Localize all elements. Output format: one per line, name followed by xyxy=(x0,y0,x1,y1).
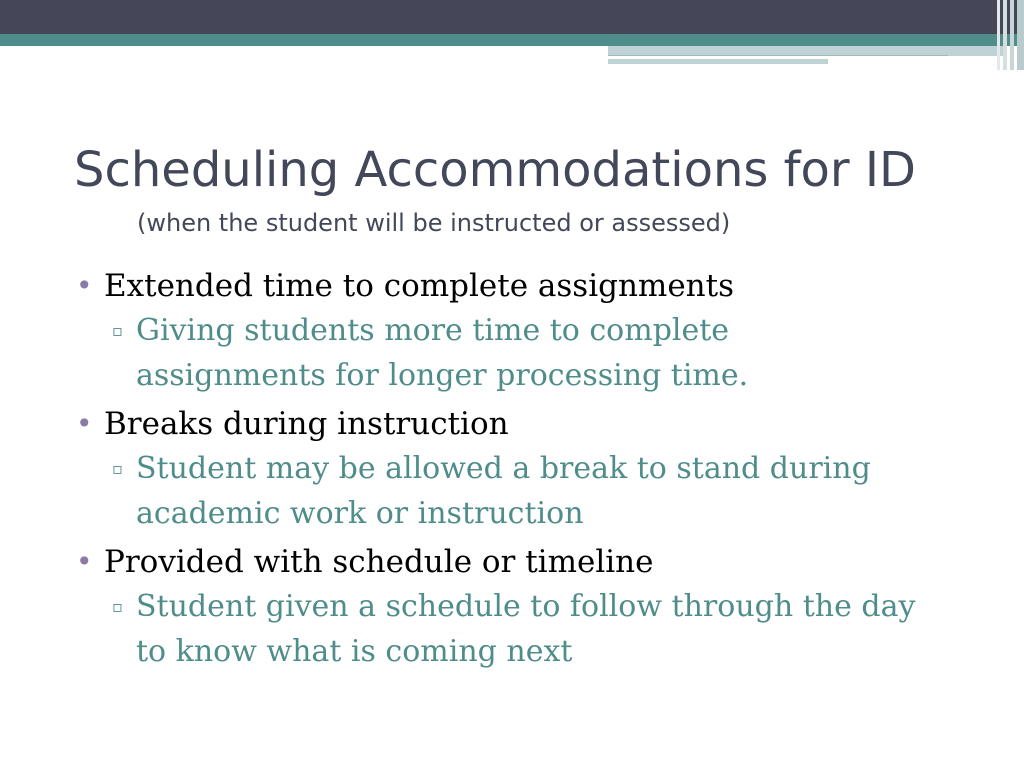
sub-bullet-line: Giving students more time to complete xyxy=(136,313,730,348)
sub-bullet-item xyxy=(74,584,994,674)
corner-stripes xyxy=(994,0,1024,70)
bullet-text: Provided with schedule or timeline xyxy=(104,544,654,580)
stripe xyxy=(1017,0,1024,70)
slide-title: Scheduling Accommodations for ID xyxy=(74,142,917,198)
top-light-bar-short xyxy=(608,59,828,64)
bullet-item xyxy=(74,264,994,308)
bullet-dot-icon: • xyxy=(76,407,93,440)
sub-bullet-line: Student may be allowed a break to stand during xyxy=(136,451,871,486)
sub-bullet-item xyxy=(74,308,994,398)
top-dark-bar xyxy=(0,0,1024,34)
top-teal-bar xyxy=(0,34,1024,46)
sub-bullet-line: to know what is coming next xyxy=(136,634,573,669)
sub-bullet-line: assignments for longer processing time. xyxy=(136,358,749,393)
top-accent-line xyxy=(608,55,948,56)
stripe xyxy=(997,0,1000,70)
stripe xyxy=(1003,0,1006,70)
sub-bullet-item xyxy=(74,446,994,536)
stripe xyxy=(1010,0,1014,70)
bullet-item xyxy=(74,402,994,446)
slide-subtitle: (when the student will be instructed or assessed) xyxy=(137,209,731,237)
sub-bullet-line: academic work or instruction xyxy=(136,496,584,531)
sub-bullet-square-icon: ▫ xyxy=(112,321,123,340)
sub-bullet-line: Student given a schedule to follow through the day xyxy=(136,589,916,624)
sub-bullet-square-icon: ▫ xyxy=(112,597,123,616)
bullet-dot-icon: • xyxy=(76,545,93,578)
bullet-item xyxy=(74,540,994,584)
bullet-dot-icon: • xyxy=(76,269,93,302)
bullet-list xyxy=(74,260,994,676)
bullet-text: Extended time to complete assignments xyxy=(104,268,734,304)
bullet-text: Breaks during instruction xyxy=(104,406,509,442)
sub-bullet-square-icon: ▫ xyxy=(112,459,123,478)
